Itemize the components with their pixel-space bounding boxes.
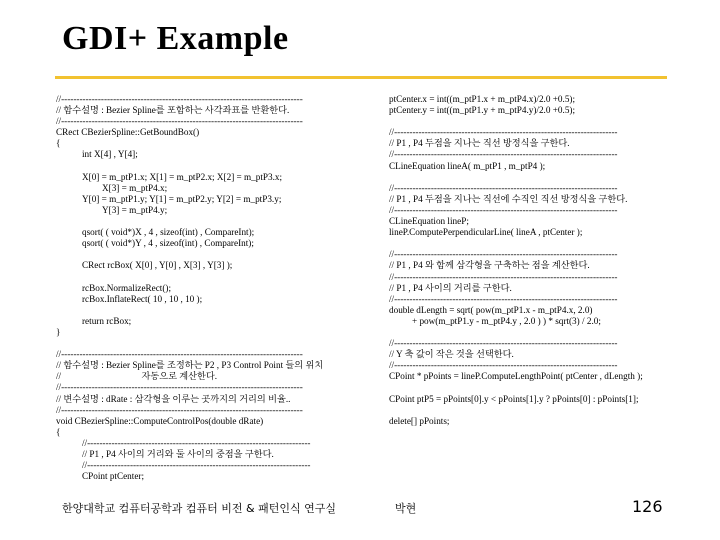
code-line: X[0] = m_ptP1.x; X[1] = m_ptP2.x; X[2] = m_ptP3.x;: [82, 171, 283, 182]
code-line: //-------------------------------------------------------------------------: [389, 249, 618, 260]
code-line: // P1 , P4 사이의 거리를 구한다.: [389, 282, 512, 293]
code-line: rcBox.NormalizeRect();: [82, 282, 172, 293]
page-number: 126: [632, 497, 663, 516]
code-line: CLineEquation lineA( m_ptP1 , m_ptP4 );: [389, 160, 546, 171]
code-line: {: [56, 138, 61, 149]
title-rule: [55, 76, 667, 79]
code-line: //-------------------------------------------------------------------------: [389, 293, 618, 304]
footer-organization: 한양대학교 컴퓨터공학과 컴퓨터 비전 & 패턴인식 연구실: [62, 502, 336, 515]
code-line: CPoint * pPoints = lineP.ComputeLengthPoint( ptCenter , dLength );: [389, 371, 643, 382]
code-line: // 함수설명 : Bezier Spline를 조정하는 P2 , P3 Control Point 들의 위치: [56, 360, 324, 371]
code-line: lineP.ComputePerpendicularLine( lineA , ptCenter );: [389, 227, 583, 238]
code-line: //-------------------------------------------------------------------------: [389, 338, 618, 349]
code-line: // 자동으로 계산한다.: [56, 371, 218, 382]
code-line: //-------------------------------------------------------------------------------: [56, 349, 303, 360]
code-line: double dLength = sqrt( pow(m_ptP1.x - m_ptP4.x, 2.0): [389, 304, 593, 315]
code-line: //-------------------------------------------------------------------------: [389, 149, 618, 160]
code-line: rcBox.InflateRect( 10 , 10 , 10 );: [82, 293, 203, 304]
code-line: CPoint ptCenter;: [82, 471, 145, 482]
code-line: }: [56, 326, 61, 337]
code-line: delete[] pPoints;: [389, 415, 450, 426]
code-line: ptCenter.y = int((m_ptP1.y + m_ptP4.y)/2.0 +0.5);: [389, 105, 576, 116]
code-line: [389, 382, 719, 393]
code-line: [389, 327, 719, 338]
code-line: Y[0] = m_ptP1.y; Y[1] = m_ptP2.y; Y[2] = m_ptP3.y;: [82, 193, 282, 204]
code-line: //-------------------------------------------------------------------------: [389, 360, 618, 371]
code-line: CRect rcBox( X[0] , Y[0] , X[3] , Y[3] );: [82, 260, 233, 271]
code-line: [389, 405, 719, 416]
code-line: //-------------------------------------------------------------------------: [389, 271, 618, 282]
code-line: // 변수설명 : dRate : 삼각형을 이루는 곳까지의 거리의 비율..: [56, 393, 291, 404]
code-line: [389, 238, 719, 249]
code-line: [56, 272, 391, 283]
code-line: // 함수설명 : Bezier Spline를 포함하는 사각좌표를 반환한다.: [56, 105, 290, 116]
code-line: [56, 305, 391, 316]
code-line: //-------------------------------------------------------------------------: [82, 437, 311, 448]
code-line: // P1 , P4 두점을 지나는 직선 방정식을 구한다.: [389, 138, 570, 149]
code-line: qsort( ( void*)X , 4 , sizeof(int) , CompareInt);: [82, 227, 255, 238]
code-line: + pow(m_ptP1.y - m_ptP4.y , 2.0 ) ) * sqrt(3) / 2.0;: [389, 315, 601, 326]
code-line: //-------------------------------------------------------------------------------: [56, 404, 303, 415]
code-line: [56, 161, 391, 172]
code-line: //-------------------------------------------------------------------------: [389, 182, 618, 193]
code-line: //-------------------------------------------------------------------------------: [56, 382, 303, 393]
code-line: return rcBox;: [82, 315, 132, 326]
code-line: //-------------------------------------------------------------------------: [389, 127, 618, 138]
right-code-column: [389, 94, 719, 427]
code-line: // Y 축 값이 작은 것을 선택한다.: [389, 349, 514, 360]
code-line: // P1 , P4 와 함께 삼각형을 구축하는 점을 계산한다.: [389, 260, 590, 271]
code-line: {: [56, 426, 61, 437]
code-line: CPoint ptP5 = pPoints[0].y < pPoints[1].y ? pPoints[0] : pPoints[1];: [389, 393, 639, 404]
code-line: qsort( ( void*)Y , 4 , sizeof(int) , CompareInt);: [82, 238, 254, 249]
code-line: int X[4] , Y[4];: [82, 149, 138, 160]
code-line: [389, 172, 719, 183]
code-line: CLineEquation lineP;: [389, 216, 469, 227]
code-line: ptCenter.x = int((m_ptP1.x + m_ptP4.x)/2.0 +0.5);: [389, 94, 576, 104]
code-line: CRect CBezierSpline::GetBoundBox(): [56, 127, 200, 138]
code-line: Y[3] = m_ptP4.y;: [102, 204, 168, 215]
slide-title: GDI+ Example: [62, 20, 289, 57]
code-line: //-------------------------------------------------------------------------------: [56, 116, 303, 127]
code-line: [389, 116, 719, 127]
code-line: //-------------------------------------------------------------------------------: [56, 94, 303, 104]
code-line: void CBezierSpline::ComputeControlPos(double dRate): [56, 415, 264, 426]
footer-author: 박현: [395, 502, 417, 515]
code-line: //-------------------------------------------------------------------------: [389, 204, 618, 215]
code-line: X[3] = m_ptP4.x;: [102, 182, 168, 193]
left-code-column: [56, 94, 391, 482]
code-line: // P1 , P4 사이의 거리와 둘 사이의 중점을 구한다.: [82, 449, 274, 459]
code-line: [56, 249, 391, 260]
code-line: // P1 , P4 두점을 지나는 직선에 수직인 직선 방정식을 구한다.: [389, 193, 628, 204]
code-line: [56, 338, 391, 349]
code-line: //-------------------------------------------------------------------------: [82, 460, 311, 471]
code-line: [56, 216, 391, 227]
